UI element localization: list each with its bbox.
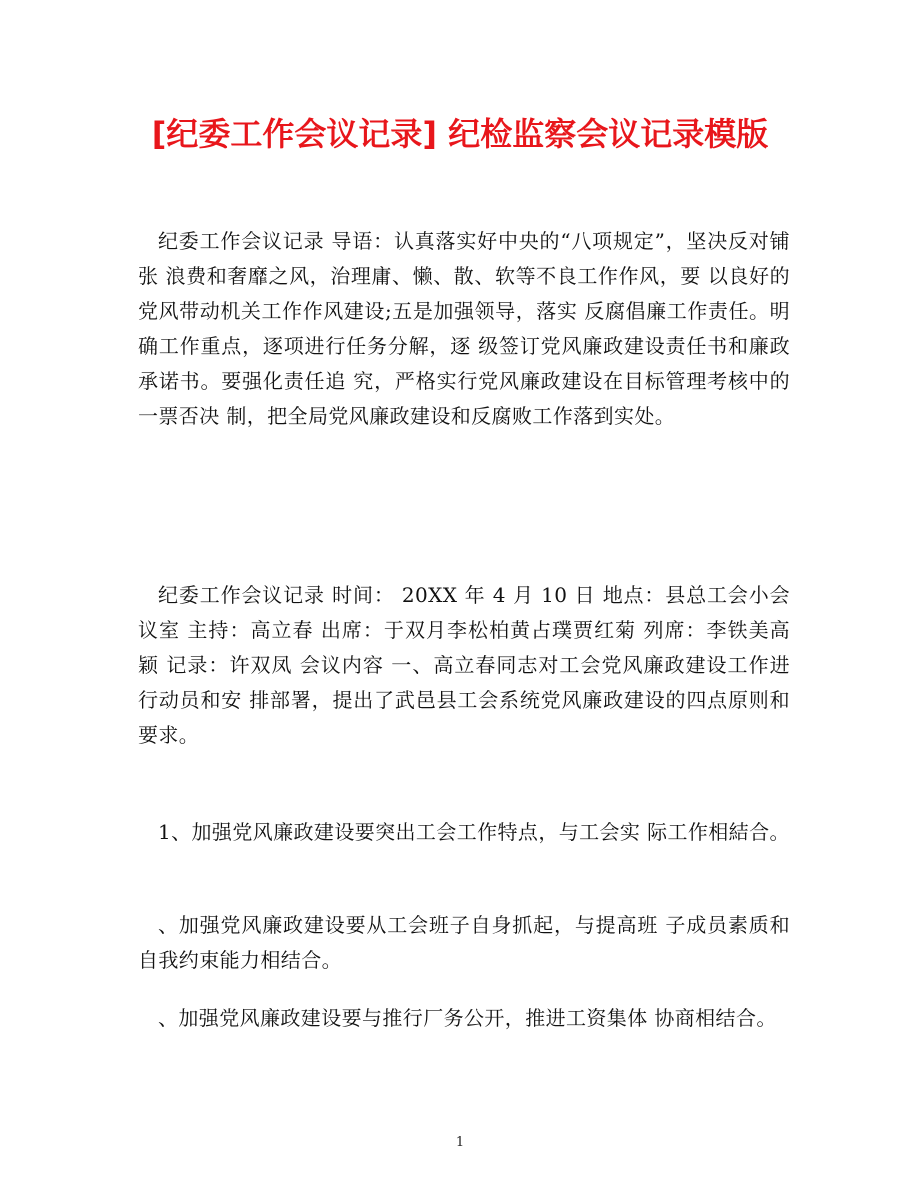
- intro-paragraph: 纪委工作会议记录 导语：认真落实好中央的“八项规定”，坚决反对铺张 浪费和奢靡之风，治理庸、懒、散、软等不良工作作风，要 以良好的党风带动机关工作作风建设;五是加强领导，落实 反腐倡廉工作责任。明确工作重点，逐项进行任务分解，逐 级签订党风廉政建设责任书和廉政承诺书。要强化责任追 究，严格实行党风廉政建设在目标管理考核中的一票否决 制，把全局党风廉政建设和反腐败工作落到实处。: [138, 229, 790, 428]
- list-item-3: 、加强党风廉政建设要与推行厂务公开，推进工资集体 协商相结合。: [158, 1006, 777, 1030]
- meeting-info-paragraph: 纪委工作会议记录 时间： 20XX 年 4 月 10 日 地点：县总工会小会议室 主持：高立春 出席：于双月李松柏黄占璞贾红菊 列席：李铁美高颖 记录：许双凤 会议内容 一、高立春同志对工会党风廉政建设工作进行动员和安 排部署，提出了武邑县工会系统党风廉政建设的四点原则和 要求。: [138, 583, 790, 747]
- list-item-2: 、加强党风廉政建设要从工会班子自身抓起，与提高班 子成员素质和自我约束能力相结合。: [138, 913, 790, 972]
- document-title: [纪委工作会议记录] 纪检监察会议记录模版: [151, 115, 769, 153]
- page-number: 1: [455, 1135, 465, 1150]
- list-item-1: 1、加强党风廉政建设要突出工会工作特点，与工会实 际工作相結合。: [158, 820, 790, 844]
